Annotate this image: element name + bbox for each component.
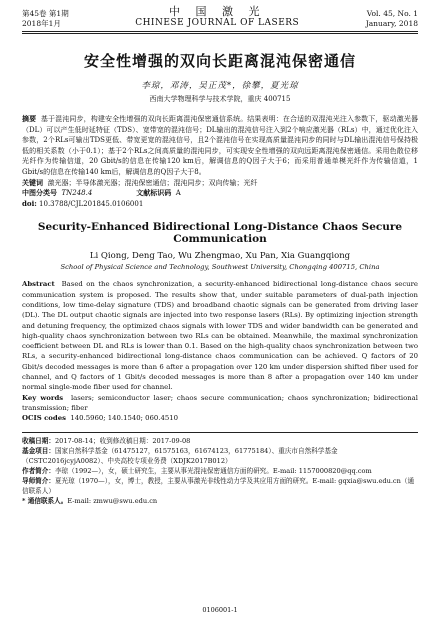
footnote-funding: 基金项目：国家自然科学基金（61475127，61575163，61674123，61775184）、重庆市自然科学基金（CSTC2016jcyjA0082）、中央高校专项业务费（XDJK2017B012） (22, 446, 338, 465)
date-zh: 2018年1月 (22, 19, 61, 28)
keywords-en-label: Key words (22, 393, 64, 402)
document-code: 文献标识码 A (136, 188, 181, 198)
authors-zh: 李琼，邓涛，吴正茂*，徐攀，夏光琼 (141, 81, 299, 91)
footnote-received: 收稿日期：2017-08-14；收到修改稿日期：2017-09-08 (22, 436, 191, 445)
footnote-author: 作者简介：李琼（1992—），女，硕士研究生，主要从事光混沌保密通信方面的研究。E-mail: 1157000820@qq.com (22, 466, 372, 475)
classification-zh (22, 188, 418, 199)
doi-value: 10.3788/CJL201845.0106001 (39, 199, 144, 208)
keywords-zh (22, 178, 418, 189)
footnotes (22, 436, 418, 506)
volume-zh: 第45卷 第1期 (22, 9, 69, 18)
header-right (366, 9, 418, 29)
authors-en: Li Qiong, Deng Tao, Wu Zhengmao, Xu Pan, Xia Guangqiong (89, 251, 351, 262)
abstract-zh-label: 摘要 (22, 114, 37, 123)
volume-en: Vol. 45, No. 1 (366, 9, 418, 18)
abstract-zh (22, 114, 418, 178)
keywords-zh-text: 激光器；半导体激光器；混沌保密通信；混沌同步；双向传输；光纤 (47, 178, 258, 187)
footnote-corresponding: * 通信联系人。E-mail: zmwu@swu.edu.cn (22, 496, 158, 505)
paper-title-en: Security-Enhanced Bidirectional Long-Distance Chaos Secure Communication (37, 221, 403, 246)
keywords-en-text: lasers; semiconductor laser; chaos secure communication; chaos synchronization; bidirectional transmission; fiber (22, 393, 418, 412)
abstract-zh-text: 基于混沌同步，构建安全性增强的双向长距离混沌保密通信系统。结果表明：在合适的双混沌光注入参数下，驱动激光器（DL）可以产生低时延特征（TDS）、宽带宽的混沌信号；DL输出的混沌信号注入到2个响应激光器（RLs）中，通过优化注入参数，2个RLs可输出TDS更低、带宽更宽的混沌信号，且2个混沌信号在实现高质量混沌同步的同时与DL输出混沌信号保持极低的相关系数（小于0.1）；基于2个RLs之间高质量的混沌同步，可实现安全性增强的双向远距离混沌保密通信。采用色散位移光纤作为传输信道，20 Gbit/s的信息在传输120 km后，解调信息的Q因子大于6；而采用普通单模光纤作为传输信道，1 Gbit/s的信息在传输140 km后，解调信息的Q因子大于8。 (22, 115, 418, 176)
journal-name-zh: 中 国 激 光 (168, 5, 266, 18)
paper-title-zh: 安全性增强的双向长距离混沌保密通信 (83, 52, 356, 70)
abstract-en (22, 279, 418, 392)
journal-name-en: CHINESE JOURNAL OF LASERS (135, 18, 300, 28)
affiliation-zh: 西南大学物理科学与技术学院，重庆 400715 (149, 95, 291, 103)
clc-code: 中图分类号 TN248.4 (22, 188, 93, 198)
header-left (22, 9, 69, 29)
abstract-en-label: Abstract (22, 280, 55, 289)
header-rule-thin (22, 33, 418, 34)
page-number: 0106001-1 (202, 606, 238, 614)
ocis-codes (22, 413, 418, 423)
doi-line: doi: 10.3788/CJL201845.0106001 (22, 198, 144, 208)
date-en: January, 2018 (365, 19, 418, 28)
ocis-text: 140.5960; 140.1540; 060.4510 (70, 414, 179, 423)
header-center (135, 6, 299, 29)
footnote-advisor: 导师简介：夏光琼（1970—），女，博士，教授，主要从事激光非线性动力学及其应用方面的研究。E-mail: gqxia@swu.edu.cn（通信联系人） (22, 476, 415, 495)
keywords-zh-label: 关键词 (22, 177, 43, 187)
journal-header (22, 6, 418, 29)
header-rule (22, 31, 418, 32)
footnote-rule (22, 432, 418, 433)
affiliation-en: School of Physical Science and Technology, Southwest University, Chongqing 400715, China (60, 263, 380, 272)
ocis-label: OCIS codes (22, 414, 66, 423)
abstract-en-text: Based on the chaos synchronization, a security-enhanced bidirectional long-distance chaos secure communication system is proposed. The results show that, under suitable parameters of dual-path injection conditions, low time-delay signature (TDS) and broadband chaotic signals can be generated from driving laser (DL). The DL output chaotic signals are injected into two response lasers (RLs). By optimizing injection strength and detuning frequency, the optimized chaos signals with lower TDS and wider bandwidth can be generated and high-quality chaos synchronization between two RLs can be obtained. Meanwhile, the maximal synchronization coefficient between DL and RLs is lower than 0.1. Based on the high-quality chaos synchronization between two RLs, a security-enhanced bidirectional long-distance chaos communication can be achieved. Q factors of 20 Gbit/s decoded messages is more than 6 after a propagation over 120 km under dispersion shifted fiber used for channel, and Q factors of 1 Gbit/s decoded messages is more than 8 after a propagation over 140 km under normal single-mode fiber used for channel. (22, 280, 418, 392)
keywords-en (22, 393, 418, 414)
